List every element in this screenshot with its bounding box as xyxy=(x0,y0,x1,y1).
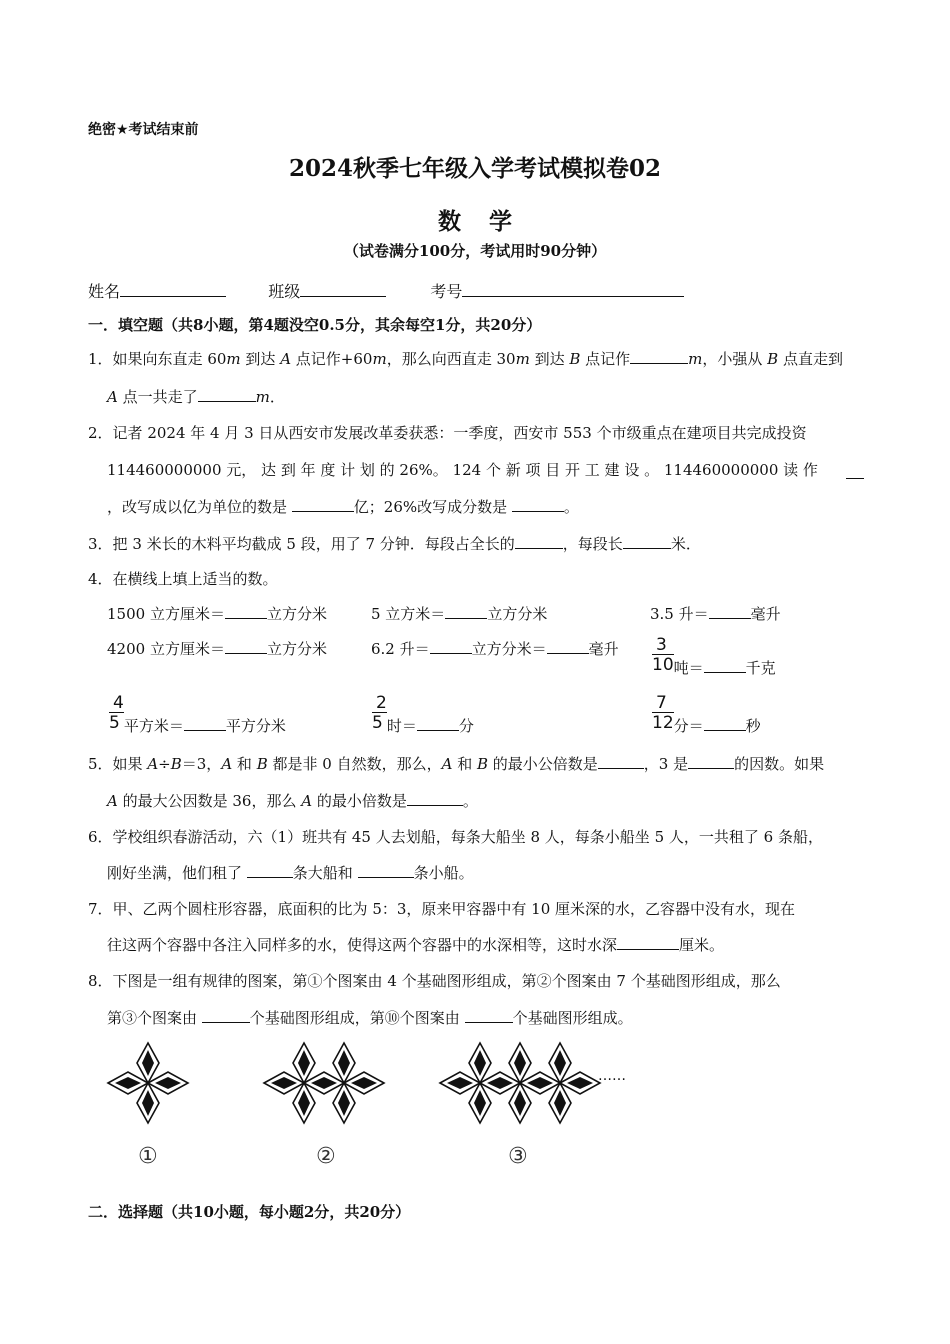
question-8-line-1: 8．下图是一组有规律的图案，第①个图案由 4 个基础图形组成，第②个图案由 7 个基础图形组成，那么 xyxy=(88,972,781,990)
question-3: 3．把 3 米长的木料平均截成 5 段，用了 7 分钟．每段占全长的 ，每段长 米． xyxy=(88,535,701,553)
pattern-1-label: ① xyxy=(138,1144,158,1169)
q4-row1-item1: 1500 立方厘米＝ 立方分米 xyxy=(107,605,327,623)
pattern-3 xyxy=(440,1043,600,1123)
question-7-line-2: 往这两个容器中各注入同样多的水，使得这两个容器中的水深相等，这时水深 厘米。 xyxy=(107,936,725,954)
q4-row3-item3: $\frac{7}{12}$ 分＝ 秒 xyxy=(652,693,761,735)
question-5-line-1: 5．如果 A÷B＝3，A 和 B 都是非 0 自然数，那么，A 和 B 的最小公倍数是 ，3 是 的因数。如果 xyxy=(88,755,825,773)
q3-blank-2[interactable] xyxy=(623,533,671,549)
q6-blank-1[interactable] xyxy=(247,862,293,878)
q4-blank[interactable] xyxy=(445,603,487,619)
id-blank[interactable] xyxy=(462,281,684,297)
fraction: $\frac{2}{5}$ xyxy=(372,693,387,733)
question-4-intro: 4．在横线上填上适当的数。 xyxy=(88,570,278,588)
q5-blank-2[interactable] xyxy=(688,753,734,769)
q5-blank-3[interactable] xyxy=(407,790,463,806)
q4-blank[interactable] xyxy=(417,715,459,731)
q4-blank[interactable] xyxy=(547,638,589,654)
q2-blank-1[interactable] xyxy=(846,463,864,479)
exam-note: （试卷满分100分，考试用时90分钟） xyxy=(343,242,607,260)
question-7-line-1: 7．甲、乙两个圆柱形容器，底面积的比为 5：3，原来甲容器中有 10 厘米深的水，乙容器中没有水，现在 xyxy=(88,900,796,918)
q7-blank[interactable] xyxy=(617,934,679,950)
pattern-1 xyxy=(108,1043,188,1123)
question-5-line-2: A 的最大公因数是 36，那么 A 的最小倍数是 。 xyxy=(107,792,478,810)
q4-row2-item2: 6.2 升＝ 立方分米＝ 毫升 xyxy=(371,640,619,658)
pattern-2-label: ② xyxy=(316,1144,336,1169)
q1-blank-2[interactable] xyxy=(198,386,256,402)
q6-blank-2[interactable] xyxy=(358,862,414,878)
q4-blank[interactable] xyxy=(225,603,267,619)
q4-blank[interactable] xyxy=(704,657,746,673)
pattern-2 xyxy=(264,1043,384,1123)
q2-blank-2[interactable] xyxy=(292,496,354,512)
q3-blank-1[interactable] xyxy=(515,533,563,549)
pattern-3-label: ③ xyxy=(508,1144,528,1169)
confidential-label: 绝密★考试结束前 xyxy=(88,122,199,138)
q4-row1-item2: 5 立方米＝ 立方分米 xyxy=(371,605,548,623)
question-2-line-2: 114460000000 元， 达 到 年 度 计 划 的 26%。 124 个 新 项 目 开 工 建 设 。 114460000000 读 作 xyxy=(107,461,818,479)
exam-title: 2024秋季七年级入学考试模拟卷02 xyxy=(288,155,662,182)
student-info-row xyxy=(88,279,684,302)
question-6-line-1: 6．学校组织春游活动，六（1）班共有 45 人去划船，每条大船坐 8 人，每条小船坐 5 人，一共租了 6 条船， xyxy=(88,828,823,846)
q4-row2-item1: 4200 立方厘米＝ 立方分米 xyxy=(107,640,327,658)
fraction: $\frac{3}{10}$ xyxy=(652,635,674,675)
q2-blank-3[interactable] xyxy=(512,496,564,512)
q4-blank[interactable] xyxy=(709,603,751,619)
q4-row1-item3: 3.5 升＝ 毫升 xyxy=(650,605,781,623)
name-label: 姓名 xyxy=(88,282,121,301)
subject-title: 数学 xyxy=(438,208,540,235)
q4-blank[interactable] xyxy=(430,638,472,654)
class-blank[interactable] xyxy=(300,281,386,297)
q5-blank-1[interactable] xyxy=(598,753,644,769)
q8-blank-1[interactable] xyxy=(202,1007,250,1023)
question-8-line-2: 第③个图案由 个基础图形组成，第⑩个图案由 个基础图形组成。 xyxy=(107,1009,633,1027)
pattern-figure xyxy=(100,1040,660,1175)
q4-row3-item1: $\frac{4}{5}$ 平方米＝ 平方分米 xyxy=(109,693,286,735)
section-1-heading: 一．填空题（共8小题，第4题没空0.5分，其余每空1分，共20分） xyxy=(88,316,542,334)
q4-blank[interactable] xyxy=(225,638,267,654)
question-6-line-2: 刚好坐满，他们租了 条大船和 条小船。 xyxy=(107,864,474,882)
continuation-dots: …… xyxy=(598,1068,626,1084)
q8-blank-2[interactable] xyxy=(465,1007,513,1023)
question-1-line-1: 1．如果向东直走 60m 到达 A 点记作+60m，那么向西直走 30m 到达 B 点记作 m，小强从 B 点直走到 xyxy=(88,350,843,368)
name-blank[interactable] xyxy=(120,281,226,297)
question-1-line-2: A 点一共走了 m． xyxy=(107,388,285,406)
class-label: 班级 xyxy=(268,282,301,301)
fraction: $\frac{4}{5}$ xyxy=(109,693,124,733)
q4-blank[interactable] xyxy=(704,715,746,731)
q4-row3-item2: $\frac{2}{5}$ 时＝ 分 xyxy=(372,693,474,735)
q1-blank-1[interactable] xyxy=(630,348,688,364)
question-2-line-1: 2．记者 2024 年 4 月 3 日从西安市发展改革委获悉：一季度，西安市 553 个市级重点在建项目共完成投资 xyxy=(88,424,807,442)
question-2-line-3: ，改写成以亿为单位的数是 亿；26%改写成分数是 。 xyxy=(107,498,579,516)
id-label: 考号 xyxy=(430,282,463,301)
fraction: $\frac{7}{12}$ xyxy=(652,693,674,733)
q4-blank[interactable] xyxy=(184,715,226,731)
q4-row2-item3: $\frac{3}{10}$ 吨＝ 千克 xyxy=(652,635,776,677)
section-2-heading: 二．选择题（共10小题，每小题2分，共20分） xyxy=(88,1203,411,1221)
